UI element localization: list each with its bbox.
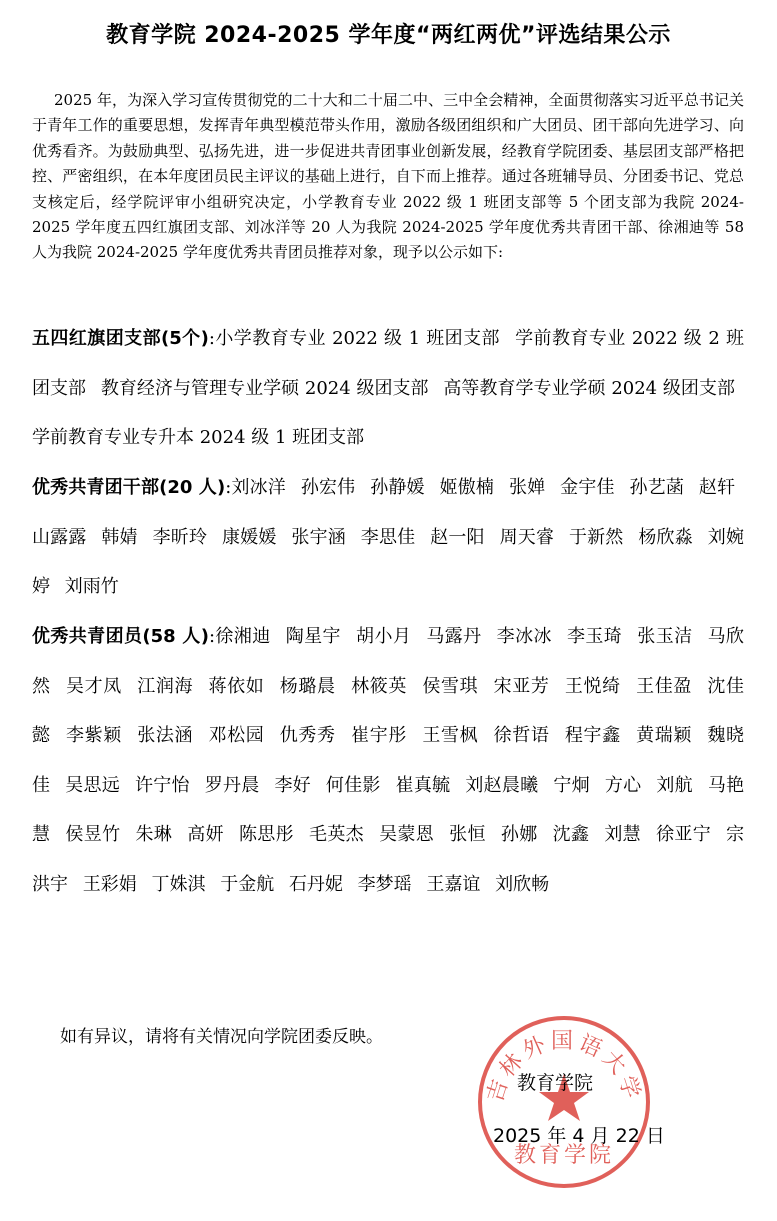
list-item: 金宇佳 bbox=[560, 477, 615, 498]
list-item: 马露丹 bbox=[426, 626, 482, 647]
list-item: 魏晓佳 bbox=[32, 725, 745, 796]
list-item: 黄瑞颖 bbox=[636, 725, 693, 746]
list-item: 陶星宇 bbox=[285, 626, 341, 647]
list-item: 仇秀秀 bbox=[279, 725, 336, 746]
list-item: 毛英杰 bbox=[309, 824, 364, 845]
list-item: 程宇鑫 bbox=[564, 725, 621, 746]
closing-note: 如有异议，请将有关情况向学院团委反映。 bbox=[60, 1027, 383, 1047]
list-item: 韩婧 bbox=[101, 526, 138, 548]
list-item: 刘航 bbox=[656, 774, 693, 796]
section-label: 优秀共青团员(58 人) bbox=[32, 626, 209, 647]
list-item: 方心 bbox=[604, 774, 642, 796]
list-item: 孙娜 bbox=[500, 824, 538, 845]
list-item: 于新然 bbox=[568, 526, 624, 548]
list-item: 徐亚宁 bbox=[656, 824, 712, 845]
section-separator: : bbox=[208, 328, 215, 349]
list-item: 刘雨竹 bbox=[64, 576, 119, 597]
list-item: 李好 bbox=[274, 774, 311, 796]
signature-org: 教育学院 bbox=[517, 1072, 594, 1094]
list-item: 姬傲楠 bbox=[439, 477, 495, 498]
seal-outer-text: 吉林外国语大学 bbox=[482, 1029, 646, 1106]
list-item: 马欣然 bbox=[32, 626, 745, 697]
list-item: 沈佳懿 bbox=[32, 675, 745, 746]
section-excellent-cadres bbox=[32, 463, 744, 612]
list-item: 江润海 bbox=[137, 675, 194, 697]
list-item: 张恒 bbox=[449, 824, 486, 845]
list-item: 张婵 bbox=[508, 477, 546, 498]
section-label: 五四红旗团支部(5个) bbox=[32, 328, 209, 349]
section-separator: : bbox=[225, 477, 232, 498]
list-item: 李梦瑶 bbox=[357, 873, 412, 895]
list-item: 崔真毓 bbox=[395, 774, 451, 796]
official-seal bbox=[474, 1012, 654, 1192]
list-item: 刘冰洋 bbox=[231, 477, 286, 498]
section-label: 优秀共青团干部(20 人) bbox=[32, 477, 226, 498]
list-item: 沈鑫 bbox=[552, 824, 590, 845]
section-excellent-members bbox=[32, 612, 744, 909]
section-red-flag-branches bbox=[32, 314, 744, 463]
list-item: 胡小月 bbox=[356, 626, 412, 647]
list-item: 康媛媛 bbox=[222, 526, 277, 548]
list-item: 孙静媛 bbox=[370, 477, 425, 498]
list-item: 王彩娟 bbox=[82, 873, 137, 895]
list-item: 何佳影 bbox=[325, 774, 381, 796]
section-separator: : bbox=[208, 626, 216, 647]
list-item: 于金航 bbox=[220, 873, 275, 895]
list-item: 侯昱竹 bbox=[65, 824, 121, 845]
list-item: 陈思彤 bbox=[238, 824, 294, 845]
list-item: 马艳慧 bbox=[32, 774, 745, 845]
intro-paragraph: 2025 年，为深入学习宣传贯彻党的二十大和二十届二中、三中全会精神，全面贯彻落实习近平总书记关于青年工作的重要思想，发挥青年典型模范带头作用，激励各级团组织和广大团员、团干部向先进学习、向优秀看齐。为鼓励典型、弘扬先进，进一步促进共青团事业创新发展，经教育学院团委、基层团支部严格把控、严密组织，在本年度团员民主评议的基础上进行，自下而上推荐。通过各班辅导员、分团委书记、党总支核定后，经学院评审小组研究决定，小学教育专业 2022 级 1 班团支部等 5 个团支部为我院 2024-2025 学年度五四红旗团支部、刘冰洋等 20 人为我院 2024-2025 学年度优秀共青团干部、徐湘迪等 58 人为我院 2024-2025 学年度优秀共青团员推荐对象，现予以公示如下: bbox=[32, 91, 744, 262]
list-item: 李思佳 bbox=[360, 526, 416, 548]
list-item: 杨璐晨 bbox=[279, 675, 336, 697]
list-item: 朱琳 bbox=[135, 824, 173, 845]
list-item: 孙宏伟 bbox=[300, 477, 356, 498]
list-item: 刘婉婷 bbox=[32, 526, 744, 597]
list-item: 高妍 bbox=[187, 824, 224, 845]
list-item: 王嘉谊 bbox=[426, 873, 481, 895]
list-item: 李玉琦 bbox=[566, 626, 623, 647]
list-item: 丁姝淇 bbox=[151, 873, 206, 895]
list-item: 蒋依如 bbox=[208, 675, 265, 697]
list-item: 刘欣畅 bbox=[495, 873, 550, 895]
page-title: 教育学院 2024-2025 学年度“两红两优”评选结果公示 bbox=[106, 23, 671, 48]
list-item: 李冰冰 bbox=[496, 626, 552, 647]
list-item: 王佳盈 bbox=[636, 675, 693, 697]
section-items bbox=[32, 626, 744, 895]
list-item: 赵一阳 bbox=[430, 526, 485, 548]
list-item: 学前教育专业专升本 2024 级 1 班团支部 bbox=[32, 427, 365, 448]
list-item: 张法涵 bbox=[137, 725, 194, 746]
list-item: 孙艺菡 bbox=[629, 477, 685, 498]
list-item: 吴蒙恩 bbox=[379, 824, 435, 845]
list-item: 小学教育专业 2022 级 1 班团支部 bbox=[214, 328, 500, 349]
list-item: 宁炯 bbox=[553, 774, 590, 796]
seal-inner-text: 教育学院 bbox=[513, 1143, 615, 1168]
list-item: 赵轩 bbox=[698, 477, 736, 498]
list-item: 杨欣淼 bbox=[638, 526, 693, 548]
list-item: 罗丹晨 bbox=[204, 774, 260, 796]
list-item: 崔宇彤 bbox=[351, 725, 407, 746]
list-item: 周天睿 bbox=[499, 526, 555, 548]
list-item: 宋亚芳 bbox=[493, 675, 550, 697]
list-item: 山露露 bbox=[32, 526, 87, 548]
list-item: 高等教育学专业学硕 2024 级团支部 bbox=[443, 377, 735, 399]
list-item: 邓松园 bbox=[208, 725, 265, 746]
list-item: 宗洪宇 bbox=[32, 824, 745, 895]
list-item: 王雪枫 bbox=[422, 725, 479, 746]
list-item: 石丹妮 bbox=[288, 873, 343, 895]
list-item: 刘慧 bbox=[604, 824, 641, 845]
list-item: 吴才凤 bbox=[66, 675, 122, 697]
list-item: 徐湘迪 bbox=[215, 626, 271, 647]
list-item: 学前教育专业 2022 级 2 班团支部 bbox=[32, 328, 744, 399]
list-item: 教育经济与管理专业学硕 2024 级团支部 bbox=[100, 377, 429, 399]
list-item: 吴思远 bbox=[65, 774, 120, 796]
list-item: 李紫颖 bbox=[66, 725, 122, 746]
list-item: 许宁怡 bbox=[134, 774, 190, 796]
list-item: 侯雪琪 bbox=[422, 675, 479, 697]
list-item: 张宇涵 bbox=[291, 526, 346, 548]
list-item: 林筱英 bbox=[351, 675, 407, 697]
list-item: 王悦绮 bbox=[564, 675, 621, 697]
list-item: 李昕玲 bbox=[152, 526, 208, 548]
list-item: 张玉洁 bbox=[637, 626, 693, 647]
list-item: 刘赵晨曦 bbox=[465, 774, 539, 796]
list-item: 徐哲语 bbox=[493, 725, 550, 746]
signature-date: 2025 年 4 月 22 日 bbox=[493, 1125, 665, 1147]
